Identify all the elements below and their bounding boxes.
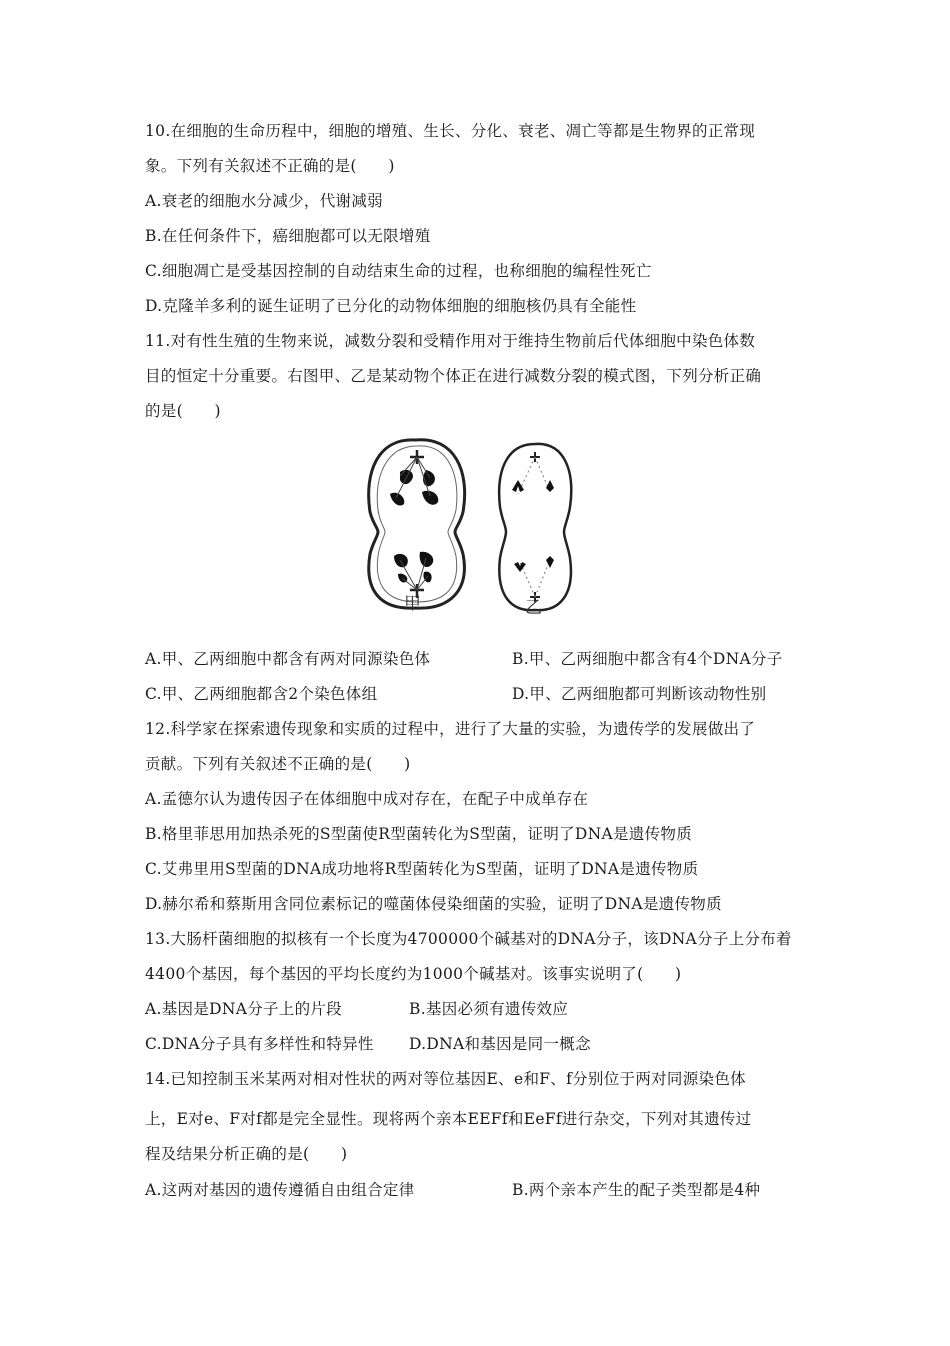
q11-option-a: A.甲、乙两细胞中都含有两对同源染色体: [145, 650, 431, 668]
q13-option-row1: [145, 999, 569, 1019]
q11-stem-line1: 11.对有性生殖的生物来说，减数分裂和受精作用对于维持生物前后代体细胞中染色体数: [145, 332, 756, 350]
q14-option-row1: [145, 1180, 761, 1200]
q12-stem-line2: 贡献。下列有关叙述不正确的是( ): [145, 755, 411, 773]
figure-label-yi: 乙: [525, 598, 542, 618]
q11-stem-line3: 的是( ): [145, 402, 221, 420]
q11-option-row1: [145, 649, 783, 669]
q11-stem-line2: 目的恒定十分重要。右图甲、乙是某动物个体正在进行减数分裂的模式图，下列分析正确: [145, 367, 762, 385]
q10-option-c: C.细胞凋亡是受基因控制的自动结束生命的过程，也称细胞的编程性死亡: [145, 262, 652, 280]
cell-yi: [499, 444, 571, 610]
q12-option-c: C.艾弗里用S型菌的DNA成功地将R型菌转化为S型菌，证明了DNA是遗传物质: [145, 860, 699, 878]
figure-label-jia: 甲: [404, 594, 421, 614]
q11-option-c: C.甲、乙两细胞都含2个染色体组: [145, 685, 378, 703]
q10-stem-line1: 10.在细胞的生命历程中，细胞的增殖、生长、分化、衰老、凋亡等都是生物界的正常现: [145, 122, 756, 140]
q13-option-row2: [145, 1034, 591, 1054]
q13-stem-line1: 13.大肠杆菌细胞的拟核有一个长度为4700000个碱基对的DNA分子，该DNA分子上分布着: [145, 930, 792, 948]
q14-option-a: A.这两对基因的遗传遵循自由组合定律: [145, 1181, 415, 1199]
meiosis-figure: [360, 432, 590, 622]
q13-option-c: C.DNA分子具有多样性和特异性: [145, 1035, 374, 1053]
cell-jia: [369, 440, 465, 608]
q10-stem-line2: 象。下列有关叙述不正确的是( ): [145, 157, 395, 175]
q14-stem-line3: 程及结果分析正确的是( ): [145, 1145, 348, 1163]
cell-jia-chromosomes: [390, 470, 438, 583]
q13-option-d: D.DNA和基因是同一概念: [409, 1035, 591, 1053]
q12-option-a: A.孟德尔认为遗传因子在体细胞中成对存在，在配子中成单存在: [145, 790, 589, 808]
meiosis-diagram: [360, 432, 590, 622]
q12-option-d: D.赫尔希和蔡斯用含同位素标记的噬菌体侵染细菌的实验，证明了DNA是遗传物质: [145, 895, 722, 913]
q10-option-d: D.克隆羊多利的诞生证明了已分化的动物体细胞的细胞核仍具有全能性: [145, 297, 637, 315]
q11-option-b: B.甲、乙两细胞中都含有4个DNA分子: [512, 650, 783, 668]
q10-option-b: B.在任何条件下，癌细胞都可以无限增殖: [145, 227, 431, 245]
q11-option-d: D.甲、乙两细胞都可判断该动物性别: [512, 685, 767, 703]
q13-option-b: B.基因必须有遗传效应: [409, 1000, 569, 1018]
q14-stem-line1: 14.已知控制玉米某两对相对性状的两对等位基因E、e和F、f分别位于两对同源染色体: [145, 1070, 746, 1088]
q11-option-row2: [145, 684, 767, 704]
q12-stem-line1: 12.科学家在探索遗传现象和实质的过程中，进行了大量的实验，为遗传学的发展做出了: [145, 720, 756, 738]
q12-option-b: B.格里菲思用加热杀死的S型菌使R型菌转化为S型菌，证明了DNA是遗传物质: [145, 825, 693, 843]
q14-option-b: B.两个亲本产生的配子类型都是4种: [512, 1181, 761, 1199]
q14-stem-line2: 上，E对e、F对f都是完全显性。现将两个亲本EEFf和EeFf进行杂交，下列对其遗传过: [145, 1110, 752, 1128]
q10-option-a: A.衰老的细胞水分减少，代谢减弱: [145, 192, 383, 210]
q13-option-a: A.基因是DNA分子上的片段: [145, 1000, 343, 1018]
q13-stem-line2: 4400个基因，每个基因的平均长度约为1000个碱基对。该事实说明了( ): [145, 965, 682, 983]
